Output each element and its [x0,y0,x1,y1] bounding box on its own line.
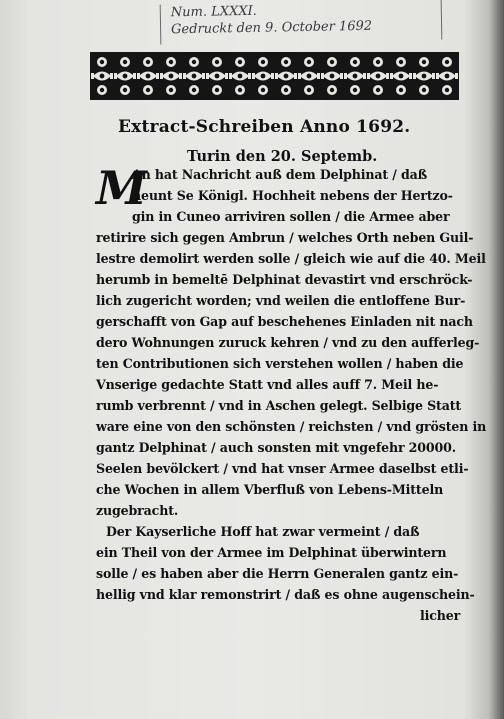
manuscript-note-print-date: Gedruckt den 9. October 1692 [170,18,373,38]
body-line: hellig vnd klar remonstrirt / daß es ohne augenschein- [96,587,475,602]
body-line: dero Wohnungen zuruck kehren / vnd zu den aufferleg- [96,335,480,350]
drop-cap: M [96,161,147,215]
body-line: lich zugericht worden; vnd weilen die entloffene Bur- [96,293,466,308]
body-line: rumb verbrennt / vnd in Aschen gelegt. Selbige Statt [96,398,462,413]
body-line: zugebracht. [96,503,179,518]
ornament-border [90,52,462,100]
body-line: Vnserige gedachte Statt vnd alles auff 7. Meil he- [96,377,439,392]
body-line: gantz Delphinat / auch sonsten mit vngefehr 20000. [96,440,456,455]
manuscript-note-number: Num. LXXXI. [170,3,257,21]
body-line: herumb in bemeltē Delphinat devastirt vnd erschröck- [96,272,473,287]
body-line: ten Contributionen sich verstehen wollen / haben die [96,356,464,371]
catchword: licher [420,608,461,623]
body-line: solle / es haben aber die Herrn Generalen gantz ein- [96,566,459,581]
dateline: Turin den 20. Septemb. [187,148,378,165]
body-line: Seelen bevölckert / vnd hat vnser Armee daselbst etli- [96,461,469,476]
body-line: An hat Nachricht auß dem Delphinat / daß [132,167,428,182]
body-line: ware eine von den schönsten / reichsten / vnd grösten in [96,419,487,434]
body-line: retirire sich gegen Ambrun / welches Orth neben Guil- [96,230,474,245]
manuscript-note [160,0,443,44]
body-line: heunt Se Königl. Hochheit nebens der Hertzo- [132,188,453,203]
body-line: ein Theil von der Armee im Delphinat überwintern [96,545,447,560]
body-line: che Wochen in allem Vberfluß von Lebens-Mitteln [96,482,444,497]
document-heading: Extract-Schreiben Anno 1692. [118,117,411,137]
body-line: gerschafft von Gap auf beschehenes Einladen nit nach [96,314,473,329]
body-line: Der Kayserliche Hoff hat zwar vermeint / daß [106,524,420,539]
body-line: lestre demolirt werden solle / gleich wie auf die 40. Meil [96,251,486,266]
body-line: gin in Cuneo arriviren sollen / die Armee aber [132,209,450,224]
